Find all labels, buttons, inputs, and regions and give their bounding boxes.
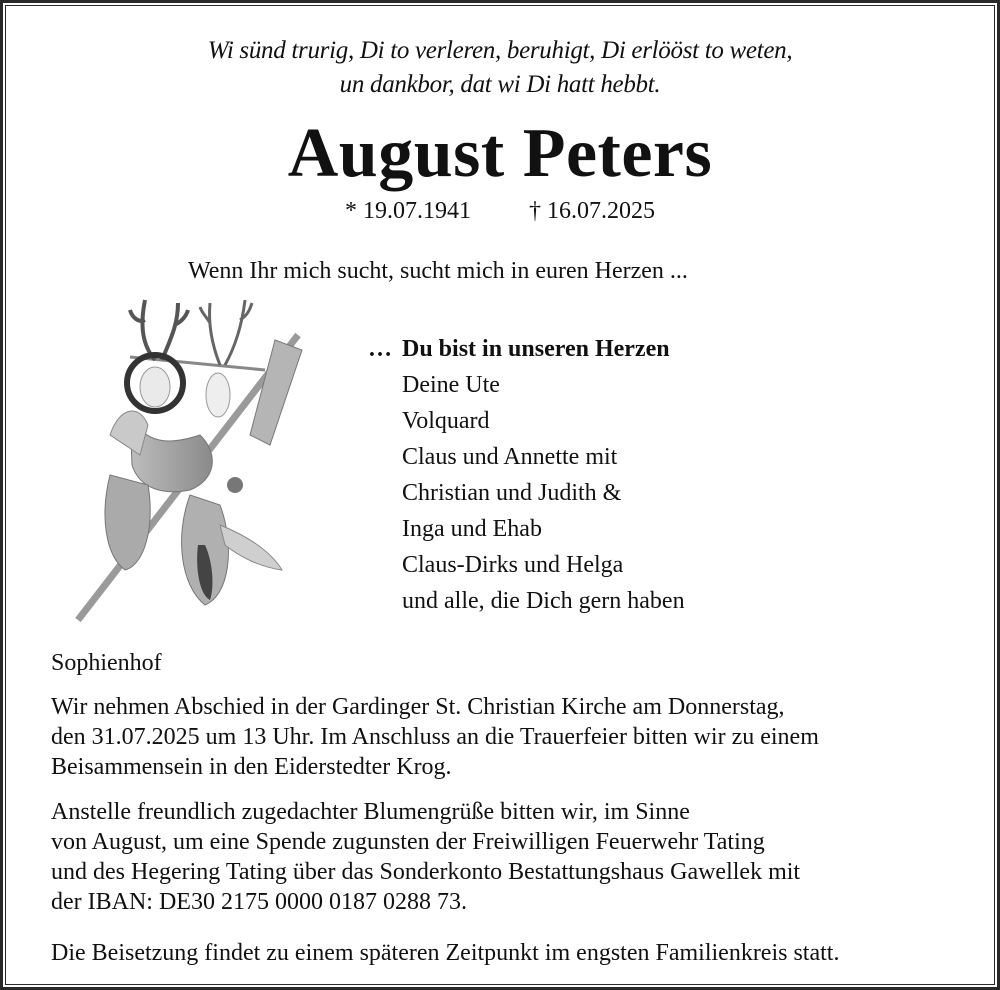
- verse: [0, 34, 1000, 102]
- antlers-rifle-icon: [70, 295, 310, 640]
- text-line: Wir nehmen Abschied in der Gardinger St. Christian Kirche am Donnerstag,: [51, 694, 785, 720]
- place-name: Sophienhof: [51, 650, 162, 676]
- hunting-trophy-illustration: [70, 295, 310, 640]
- mourner-name: Claus und Annette mit: [402, 444, 618, 470]
- mourner-name: und alle, die Dich gern haben: [402, 588, 685, 614]
- text-line: den 31.07.2025 um 13 Uhr. Im Anschluss an die Trauerfeier bitten wir zu einem: [51, 724, 819, 750]
- mourners-heading: Du bist in unseren Herzen: [402, 336, 670, 362]
- text-line: und des Hegering Tating über das Sonderkonto Bestattungshaus Gawellek mit: [51, 859, 801, 885]
- iban-line: der IBAN: DE30 2175 0000 0187 0288 73.: [51, 889, 467, 915]
- deceased-name: August Peters: [287, 115, 713, 192]
- mourner-name: Deine Ute: [402, 372, 500, 398]
- verse-line: Wi sünd trurig, Di to verleren, beruhigt, Di erlööst to weten,: [207, 37, 793, 64]
- mourner-name: Inga und Ehab: [402, 516, 542, 542]
- quote: Wenn Ihr mich sucht, sucht mich in euren Herzen ...: [188, 258, 688, 284]
- mourners-list: [368, 331, 685, 619]
- donation-paragraph: [51, 797, 951, 917]
- mourner-name: Christian und Judith &: [402, 480, 622, 506]
- ellipsis: …: [368, 336, 392, 362]
- text-line: Beisammensein in den Eiderstedter Krog.: [51, 754, 452, 780]
- text-line: Die Beisetzung findet zu einem späteren Zeitpunkt im engsten Familienkreis statt.: [51, 940, 840, 966]
- mourner-name: Claus-Dirks und Helga: [402, 552, 624, 578]
- burial-paragraph: [51, 938, 951, 968]
- death-date: † 16.07.2025: [529, 198, 655, 224]
- life-dates: [0, 196, 1000, 226]
- text-line: von August, um eine Spende zugunsten der Freiwilligen Feuerwehr Tating: [51, 829, 765, 855]
- mourner-name: Volquard: [402, 408, 490, 434]
- verse-line: un dankbor, dat wi Di hatt hebbt.: [339, 71, 661, 98]
- text-line: Anstelle freundlich zugedachter Blumengrüße bitten wir, im Sinne: [51, 799, 690, 825]
- funeral-service-paragraph: [51, 692, 951, 782]
- birth-date: * 19.07.1941: [345, 198, 471, 224]
- mourners-heading-row: [368, 331, 685, 367]
